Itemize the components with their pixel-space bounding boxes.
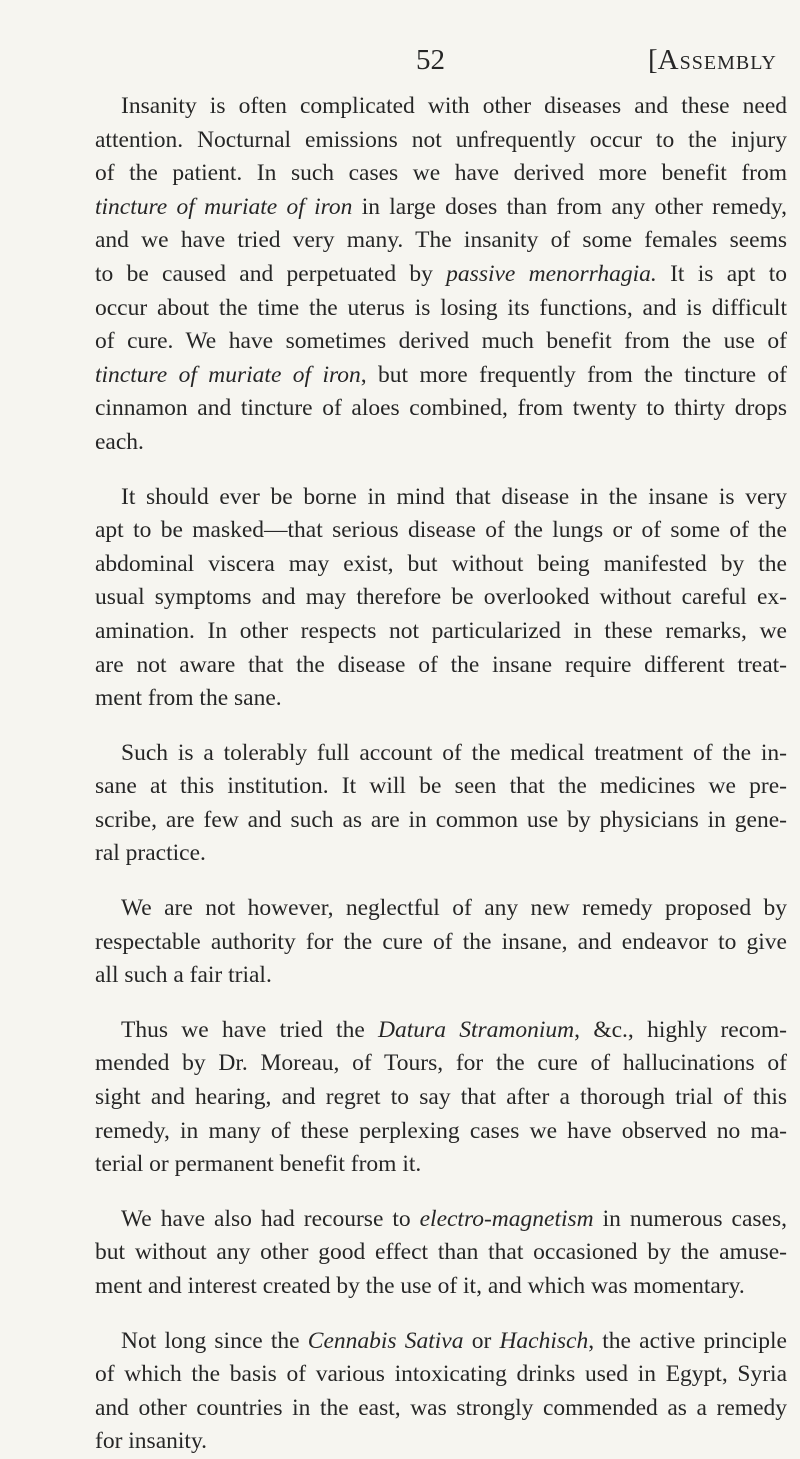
text-line: sight and hearing, and regret to say that after a thorough trial of this <box>95 1084 787 1111</box>
paragraph <box>95 1014 787 1182</box>
text-line: attention. Nocturnal emissions not unfrequently occur to the injury <box>95 126 787 153</box>
text-line: and we have tried very many. The insanity of some females seems <box>95 227 787 254</box>
running-head-title: Assembly <box>657 44 777 76</box>
text-line: and other countries in the east, was strongly commended as a remedy <box>95 1394 787 1421</box>
text-line: remedy, in many of these perplexing cases we have observed no ma- <box>95 1117 787 1144</box>
text-line: usual symptoms and may therefore be overlooked without careful ex- <box>95 584 787 611</box>
text-line: We are not however, neglectful of any new remedy proposed by <box>121 895 787 922</box>
text-line: abdominal viscera may exist, but without being manifested by the <box>95 550 787 577</box>
text-line: of cure. We have sometimes derived much benefit from the use of <box>95 328 787 355</box>
text-line: of the patient. In such cases we have derived more benefit from <box>95 160 787 187</box>
paragraph <box>95 892 787 993</box>
page-header <box>0 44 800 84</box>
paragraph <box>95 1203 787 1304</box>
italic-term: Cennabis Sativa <box>307 1327 464 1354</box>
italic-term: Datura Stramonium <box>378 1016 575 1043</box>
text-line: Not long since the Cennabis Sativa or Hachisch, the active principle <box>121 1327 787 1354</box>
text-line: terial or permanent benefit from it. <box>95 1151 422 1178</box>
paragraph <box>95 481 787 716</box>
text-line: We have also had recourse to electro-magnetism in numerous cases, <box>121 1205 787 1232</box>
text-line: tincture of muriate of iron, but more frequently from the tincture of <box>95 361 788 388</box>
text-line: ment from the sane. <box>95 685 282 712</box>
text-line: of which the basis of various intoxicating drinks used in Egypt, Syria <box>95 1361 787 1388</box>
text-line: scribe, are few and such as are in common use by physicians in gene- <box>95 806 787 833</box>
text-line: occur about the time the uterus is losing its functions, and is difficult <box>95 294 787 321</box>
text-line: It should ever be borne in mind that disease in the insane is very <box>121 483 787 510</box>
text-line: tincture of muriate of iron in large doses than from any other remedy, <box>95 193 787 220</box>
paragraph <box>95 737 787 871</box>
paragraph <box>95 90 787 460</box>
text-line: ment and interest created by the use of it, and which was momentary. <box>95 1273 745 1299</box>
text-line: mended by Dr. Moreau, of Tours, for the cure of hallucinations of <box>95 1050 787 1077</box>
running-head-bracket: [ <box>648 44 658 76</box>
italic-term: passive menorrhagia. <box>446 260 657 287</box>
text-line: for insanity. <box>95 1428 208 1455</box>
text-line: respectable authority for the cure of the insane, and endeavor to give <box>95 928 787 955</box>
paragraph <box>95 1325 787 1459</box>
text-line: Such is a tolerably full account of the medical treatment of the in- <box>121 739 787 766</box>
text-line: to be caused and perpetuated by passive menorrhagia. It is apt to <box>95 260 787 287</box>
text-line: all such a fair trial. <box>95 962 272 989</box>
text-line: amination. In other respects not particularized in these remarks, we <box>95 617 787 644</box>
text-line: Thus we have tried the Datura Stramonium, &c., highly recom- <box>121 1016 787 1043</box>
italic-term: Hachisch <box>499 1327 589 1354</box>
italic-term: electro-magnetism <box>419 1205 594 1232</box>
italic-term: tincture of muriate of iron <box>95 361 361 388</box>
document-body <box>95 90 787 1459</box>
text-line: but without any other good effect than that occasioned by the amuse- <box>95 1239 787 1266</box>
text-line: apt to be masked—that serious disease of the lungs or of some of the <box>95 517 787 544</box>
text-line: are not aware that the disease of the insane require different treat- <box>95 651 787 678</box>
text-line: sane at this institution. It will be seen that the medicines we pre- <box>95 773 787 800</box>
page-number: 52 <box>416 44 445 76</box>
text-line: Insanity is often complicated with other diseases and these need <box>121 93 787 119</box>
text-line: ral practice. <box>95 840 206 867</box>
italic-term: tincture of muriate of iron <box>95 193 353 220</box>
text-line: each. <box>95 428 144 455</box>
running-head <box>648 44 777 77</box>
text-line: cinnamon and tincture of aloes combined, from twenty to thirty drops <box>95 395 787 422</box>
